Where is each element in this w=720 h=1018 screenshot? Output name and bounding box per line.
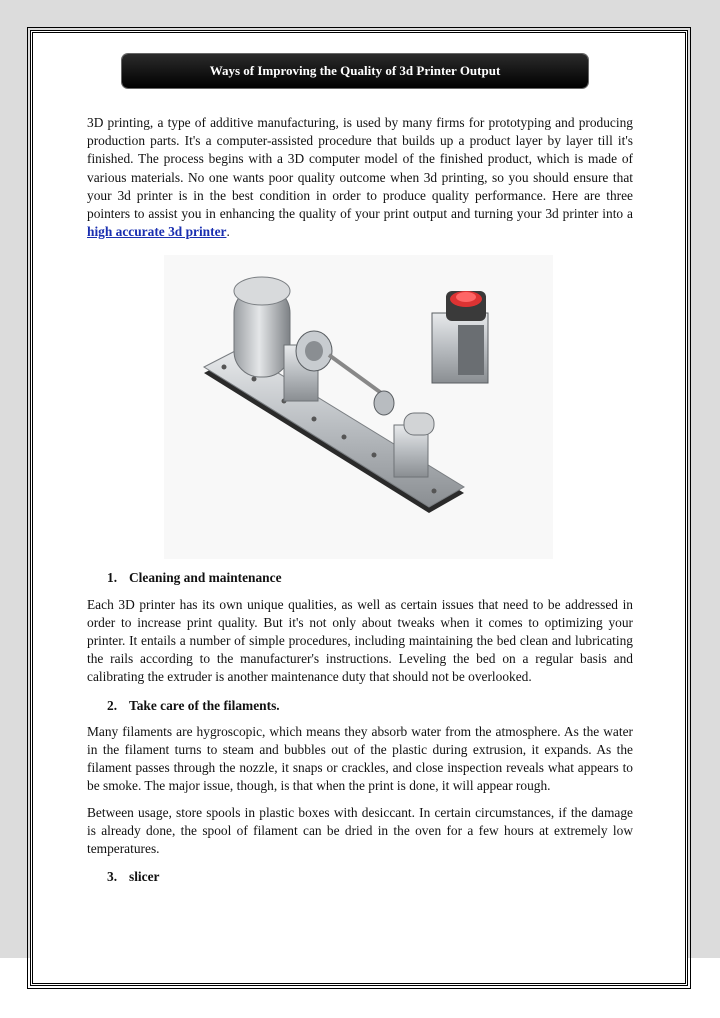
product-image [164,255,553,559]
document-body [87,114,633,894]
section-2-paragraph-2: Between usage, store spools in plastic boxes with desiccant. In certain circumstances, if the damage is already done, the spool of filament can be dried in the oven for a few hours at extremely low temperatures. [87,804,633,857]
document-title [122,54,588,88]
rotary-axis-machine-illustration [164,255,553,559]
section-heading-3: 3. slicer [107,869,160,885]
intro-paragraph: 3D printing, a type of additive manufacturing, is used by many firms for prototyping and producing production parts. It's a computer-assisted procedure that builds up a product layer by layer till it's finished. The process begins with a 3D computer model of the finished product, which is made of various materials. No one wants poor quality outcome when 3d printing, so you should ensure that your 3d printer is in the best condition in order to produce quality performance. Here are three pointers to assist you in enhancing the quality of your print output and turning your 3d printer into a high accurate 3d printer. [87,115,633,240]
section-heading-2: 2. Take care of the filaments. [107,697,280,713]
section-1-paragraph: Each 3D printer has its own unique qualities, as well as certain issues that need to be addressed in order to increase print quality. But it's not only about tweaks when it comes to optimizing your printer. It entails a number of simple procedures, including maintaining the bed clean and lubricating the rails according to the manufacturer's instructions. Leveling the bed on a regular basis and calibrating the extruder is another maintenance duty that should not be overlooked. [87,596,633,685]
section-heading-1: 1. Cleaning and maintenance [107,570,282,586]
section-2-paragraph-1: Many filaments are hygroscopic, which means they absorb water from the atmosphere. As the water in the filament turns to steam and bubbles out of the plastic during extrusion, it expands. As the filament passes through the nozzle, it snaps or crackles, and close inspection reveals what appears to be smoke. The major issue, though, is that when the print is done, it will appear rough. [87,723,633,794]
high-accurate-3d-printer-link[interactable]: high accurate 3d printer [87,224,227,240]
document-title-text: Ways of Improving the Quality of 3d Printer Output [209,63,501,78]
